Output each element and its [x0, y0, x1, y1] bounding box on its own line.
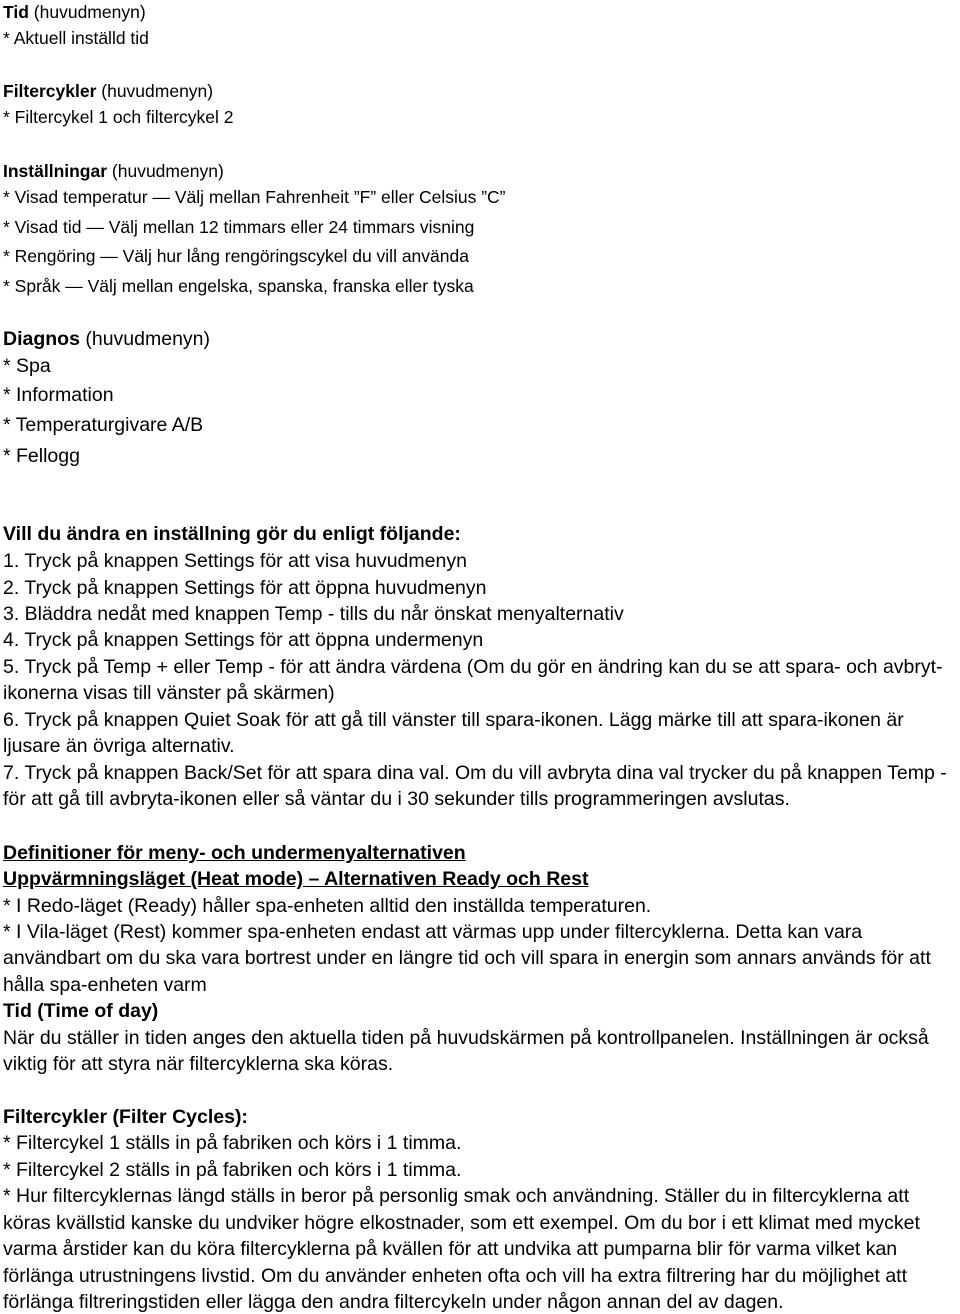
- heat-mode-line: hålla spa-enheten varm: [3, 974, 207, 996]
- heading-tid-title: Tid: [3, 2, 29, 22]
- filter-cycles-line: * Filtercykel 2 ställs in på fabriken och körs i 1 timma.: [3, 1159, 462, 1181]
- time-of-day-heading: Tid (Time of day): [3, 1000, 159, 1022]
- heading-tid: [3, 0, 146, 24]
- heading-diagnos: [3, 327, 210, 351]
- list-item: * Visad temperatur — Välj mellan Fahrenheit ”F” eller Celsius ”C”: [3, 187, 506, 207]
- heading-filtercykler: [3, 79, 213, 103]
- heading-installningar-title: Inställningar: [3, 161, 108, 181]
- instruction-line: 7. Tryck på knappen Back/Set för att spara dina val. Om du vill avbryta dina val trycker du på knappen Temp -: [3, 762, 947, 784]
- filter-cycles-line: * Filtercykel 1 ställs in på fabriken och körs i 1 timma.: [3, 1132, 462, 1154]
- heading-diagnos-suffix: (huvudmenyn): [79, 328, 211, 350]
- instruction-line: för att gå till avbryta-ikonen eller så väntar du i 30 sekunder tills programmeringen avslutas.: [3, 788, 790, 810]
- instruction-line: 6. Tryck på knappen Quiet Soak för att gå till vänster till spara-ikonen. Lägg märke till att spara-ikonen är: [3, 709, 904, 731]
- filter-cycles-line: köras kvällstid kanske du undviker högre elkostnader, som ett exempel. Om du bor i ett klimat med mycket: [3, 1212, 920, 1234]
- list-item: * Temperaturgivare A/B: [3, 414, 204, 436]
- heading-filtercykler-suffix: (huvudmenyn): [96, 81, 214, 101]
- heading-installningar: [3, 159, 224, 183]
- instruction-line: 2. Tryck på knappen Settings för att öppna huvudmenyn: [3, 577, 487, 599]
- list-item: * Filtercykel 1 och filtercykel 2: [3, 107, 234, 127]
- instructions-heading: Vill du ändra en inställning gör du enligt följande:: [3, 523, 461, 545]
- heading-filtercykler-title: Filtercykler: [3, 81, 97, 101]
- list-item: * Spa: [3, 355, 51, 377]
- time-of-day-line: När du ställer in tiden anges den aktuella tiden på huvudskärmen på kontrollpanelen. Inställningen är också: [3, 1027, 929, 1049]
- filter-cycles-line: förlänga filtreringstiden eller lägga den andra filtercykeln under någon annan del av dagen.: [3, 1291, 784, 1313]
- heat-mode-heading: Uppvärmningsläget (Heat mode) – Alternativen Ready och Rest: [3, 868, 589, 890]
- time-of-day-line: viktig för att styra när filtercyklerna ska köras.: [3, 1053, 394, 1075]
- heading-installningar-suffix: (huvudmenyn): [107, 161, 224, 181]
- heat-mode-line: användbart om du ska vara bortrest under en längre tid och vill spara in energin som annars används för att: [3, 947, 931, 969]
- filter-cycles-line: förlänga utrustningens livstid. Om du använder enheten ofta och vill ha extra filtrering har du möjlighet att: [3, 1265, 908, 1287]
- instruction-line: 5. Tryck på Temp + eller Temp - för att ändra värdena (Om du gör en ändring kan du se att spara- och avbryt-: [3, 656, 943, 678]
- heat-mode-line: * I Vila-läget (Rest) kommer spa-enheten endast att värmas upp under filtercyklerna. Detta kan vara: [3, 921, 863, 943]
- list-item: * Fellogg: [3, 445, 80, 467]
- filter-cycles-heading: Filtercykler (Filter Cycles):: [3, 1106, 248, 1128]
- filter-cycles-line: * Hur filtercyklernas längd ställs in beror på personlig smak och användning. Ställer du in filtercyklerna att: [3, 1185, 910, 1207]
- definitions-heading: Definitioner för meny- och undermenyalternativen: [3, 842, 466, 864]
- heading-tid-suffix: (huvudmenyn): [28, 2, 146, 22]
- list-item: * Visad tid — Välj mellan 12 timmars eller 24 timmars visning: [3, 217, 475, 237]
- list-item: * Information: [3, 384, 114, 406]
- filter-cycles-line: varma årstider kan du köra filtercyklerna på kvällen för att undvika att pumparna blir för varma vilket kan: [3, 1238, 898, 1260]
- instruction-line: 1. Tryck på knappen Settings för att visa huvudmenyn: [3, 550, 467, 572]
- list-item: * Aktuell inställd tid: [3, 28, 149, 48]
- heading-diagnos-title: Diagnos: [3, 328, 80, 350]
- list-item: * Rengöring — Välj hur lång rengöringscykel du vill använda: [3, 246, 469, 266]
- heat-mode-line: * I Redo-läget (Ready) håller spa-enheten alltid den inställda temperaturen.: [3, 895, 652, 917]
- instruction-line: 4. Tryck på knappen Settings för att öppna undermenyn: [3, 629, 484, 651]
- instruction-line: ljusare än övriga alternativ.: [3, 735, 235, 757]
- list-item: * Språk — Välj mellan engelska, spanska, franska eller tyska: [3, 276, 474, 296]
- instruction-line: ikonerna visas till vänster på skärmen): [3, 682, 335, 704]
- instruction-line: 3. Bläddra nedåt med knappen Temp - tills du når önskat menyalternativ: [3, 603, 624, 625]
